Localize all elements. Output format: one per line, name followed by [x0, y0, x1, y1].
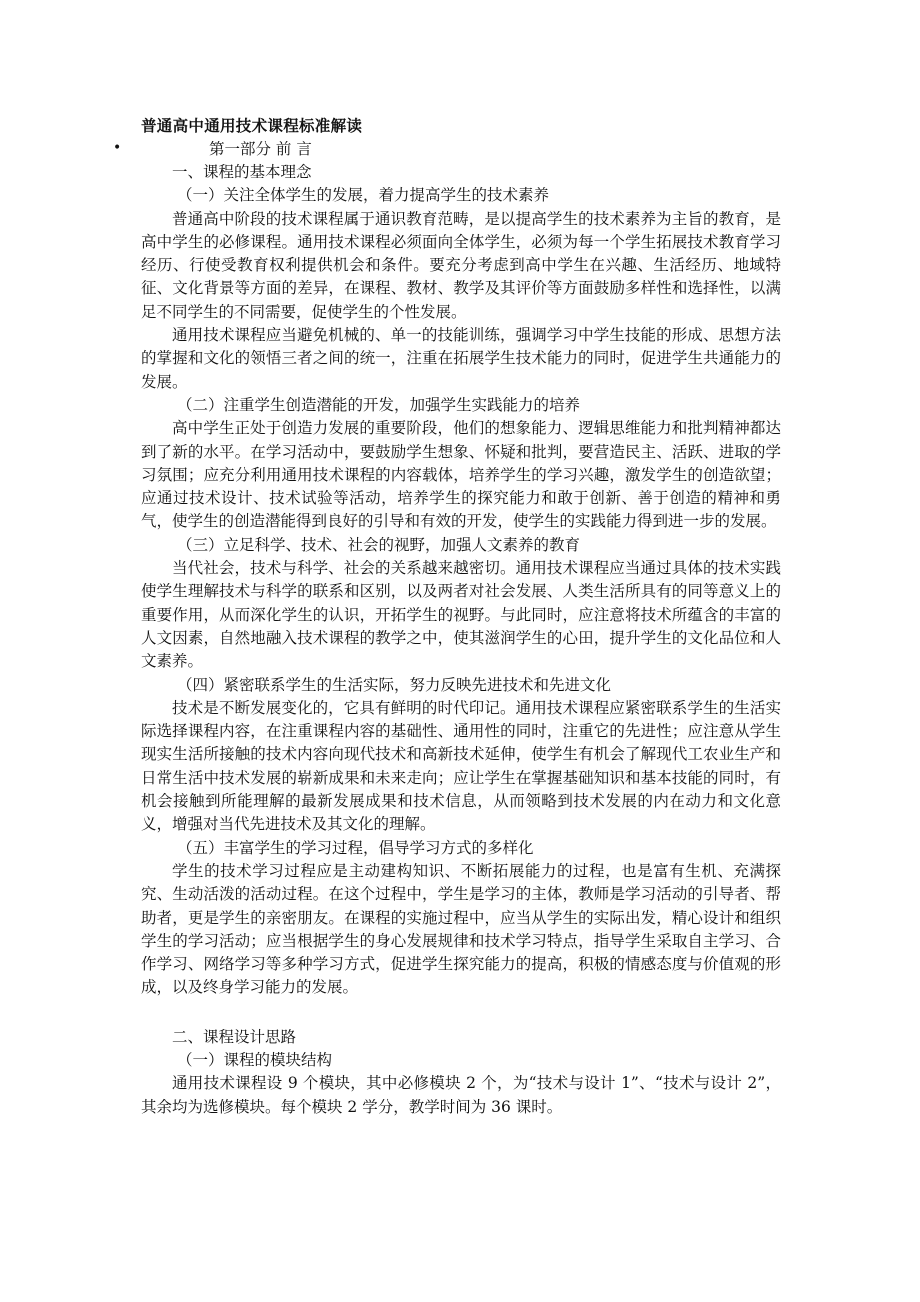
paragraph: 普通高中阶段的技术课程属于通识教育范畴，是以提高学生的技术素养为主旨的教育，是高中学生的必修课程。通用技术课程必须面向全体学生，必须为每一个学生拓展技术教育学习经历、行使受教育权利提供机会和条件。要充分考虑到高中学生在兴趣、生活经历、地域特征、文化背景等方面的差异，在课程、教材、教学及其评价等方面鼓励多样性和选择性，以满足不同学生的不同需要，促使学生的个性发展。: [141, 209, 781, 321]
document-title: 普通高中通用技术课程标准解读: [141, 117, 363, 135]
list-bullet: •: [113, 140, 122, 156]
section-heading: 一、课程的基本理念: [172, 163, 312, 181]
paragraph: 通用技术课程设 9 个模块，其中必修模块 2 个，为“技术与设计 1”、“技术与设计 2”，其余均为选修模块。每个模块 2 学分，教学时间为 36 课时。: [141, 1074, 781, 1116]
section-heading: 二、课程设计思路: [172, 1027, 297, 1046]
subsection-heading: （五）丰富学生的学习过程，倡导学习方式的多样化: [177, 838, 534, 857]
part-heading: 第一部分 前 言: [209, 140, 312, 158]
spacer: [141, 1000, 781, 1026]
paragraph: 学生的技术学习过程应是主动建构知识、不断拓展能力的过程，也是富有生机、充满探究、生动活泼的活动过程。在这个过程中，学生是学习的主体，教师是学习活动的引导者、帮助者，更是学生的亲密朋友。在课程的实施过程中，应当从学生的实际出发，精心设计和组织学生的学习活动；应当根据学生的身心发展规律和技术学习特点，指导学生采取自主学习、合作学习、网络学习等多种学习方式，促进学生探究能力的提高，积极的情感态度与价值观的形成，以及终身学习能力的发展。: [141, 861, 781, 997]
subsection-heading: （二）注重学生创造潜能的开发，加强学生实践能力的培养: [177, 395, 581, 414]
paragraph: 通用技术课程应当避免机械的、单一的技能训练，强调学习中学生技能的形成、思想方法的掌握和文化的领悟三者之间的统一，注重在拓展学生技术能力的同时，促进学生共通能力的发展。: [141, 326, 781, 391]
subsection-heading: （三）立足科学、技术、社会的视野，加强人文素养的教育: [177, 535, 581, 554]
paragraph: 技术是不断发展变化的，它具有鲜明的时代印记。通用技术课程应紧密联系学生的生活实际选择课程内容，在注重课程内容的基础性、通用性的同时，注重它的先进性；应注意从学生现实生活所接触的技术内容向现代技术和高新技术延伸，使学生有机会了解现代工农业生产和日常生活中技术发展的崭新成果和未来走向；应让学生在掌握基础知识和基本技能的同时，有机会接触到所能理解的最新发展成果和技术信息，从而领略到技术发展的内在动力和文化意义，增强对当代先进技术及其文化的理解。: [141, 698, 781, 834]
subsection-heading: （四）紧密联系学生的生活实际，努力反映先进技术和先进文化: [177, 675, 612, 694]
subsection-heading: （一）课程的模块结构: [177, 1050, 333, 1069]
subsection-heading: （一）关注全体学生的发展，着力提高学生的技术素养: [177, 186, 550, 205]
paragraph: 当代社会，技术与科学、社会的关系越来越密切。通用技术课程应当通过具体的技术实践使学生理解技术与科学的联系和区别，以及两者对社会发展、人类生活所具有的同等意义上的重要作用，从而深化学生的认识，开拓学生的视野。与此同时，应注意将技术所蕴含的丰富的人文因素，自然地融入技术课程的教学之中，使其滋润学生的心田，提升学生的文化品位和人文素养。: [141, 559, 781, 671]
paragraph: 高中学生正处于创造力发展的重要阶段，他们的想象能力、逻辑思维能力和批判精神都达到了新的水平。在学习活动中，要鼓励学生想象、怀疑和批判，要营造民主、活跃、进取的学习氛围；应充分利用通用技术课程的内容载体，培养学生的学习兴趣，激发学生的创造欲望；应通过技术设计、技术试验等活动，培养学生的探究能力和敢于创新、善于创造的精神和勇气，使学生的创造潜能得到良好的引导和有效的开发，使学生的实践能力得到进一步的发展。: [141, 419, 781, 531]
document-body: [141, 161, 781, 1119]
